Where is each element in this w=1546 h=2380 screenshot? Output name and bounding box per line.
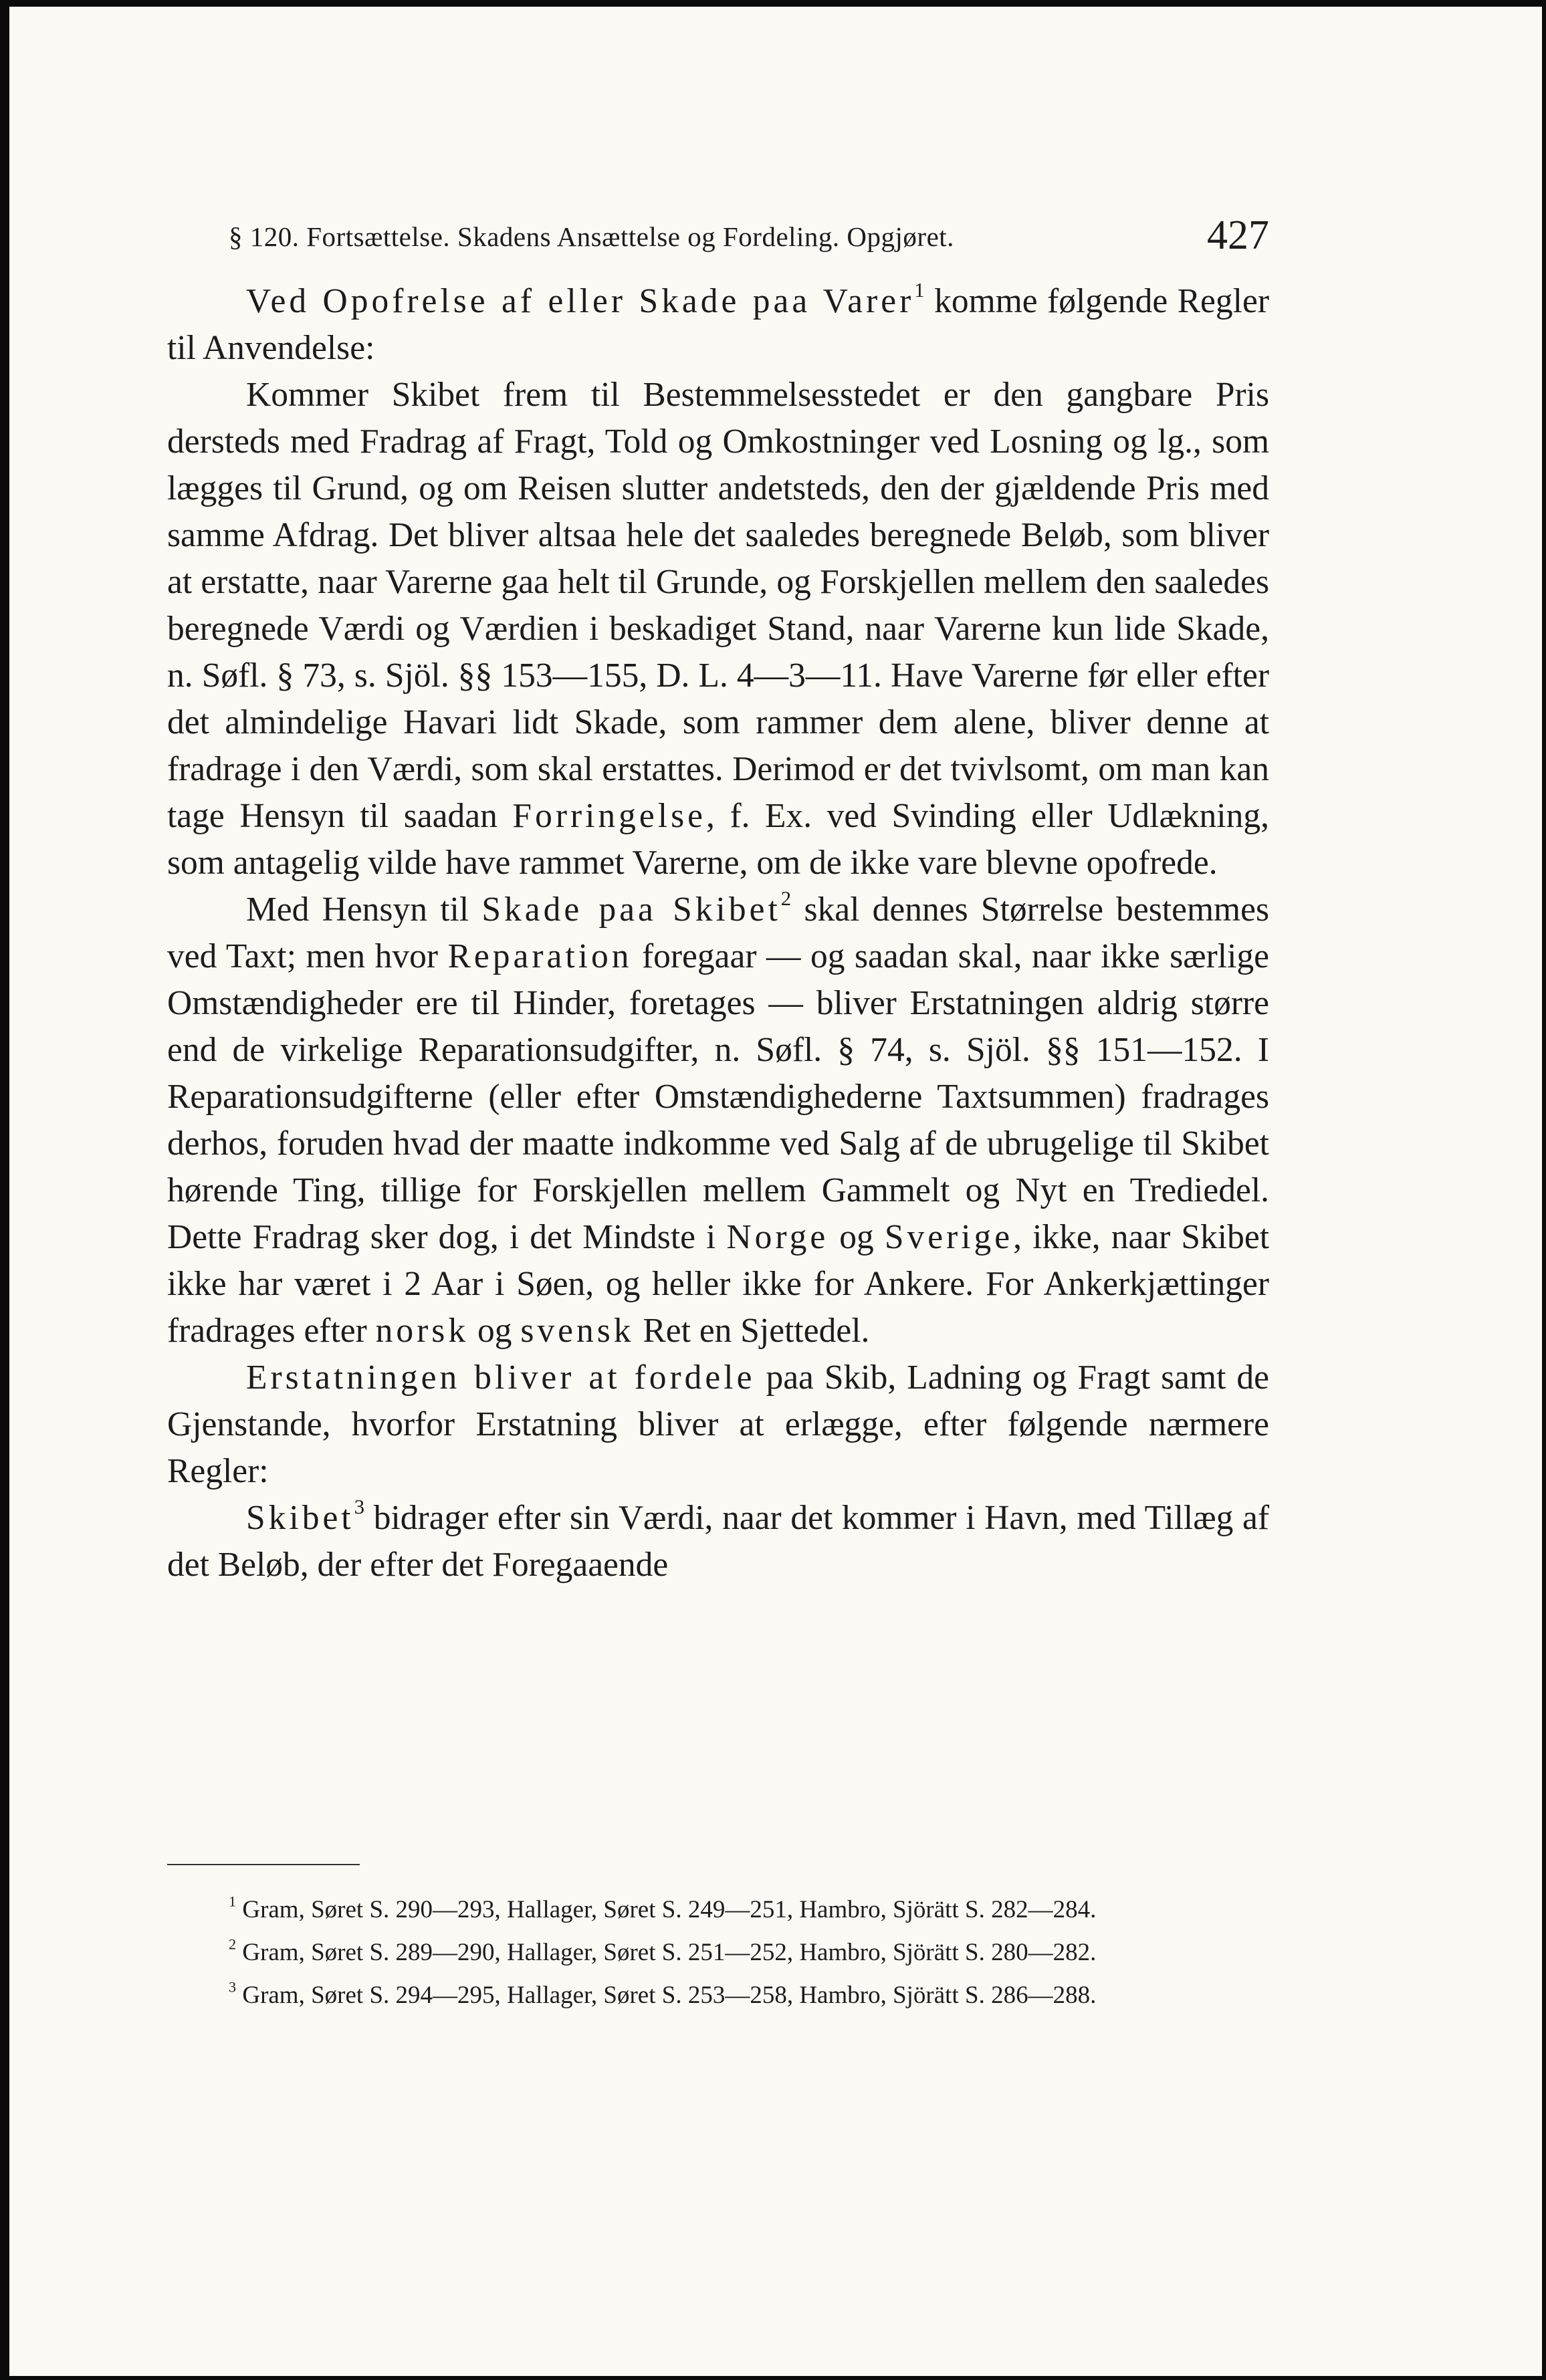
spaced-emphasis: Norge — [726, 1218, 829, 1256]
paragraph-text: bidrager efter sin Værdi, naar det kommer i Havn, med Tillæg af det Beløb, der efter det Foregaaende — [167, 1499, 1269, 1584]
paragraph-text: , ikke, naar Skibet ikke har været i 2 Aar i Søen, og heller ikke for Ankere. For Ankerkjættinger fradrages efter — [167, 1218, 1270, 1350]
footnote — [167, 1933, 1269, 1972]
spaced-emphasis: Skibet — [246, 1499, 354, 1537]
footnote-divider — [167, 1864, 360, 1865]
paragraph-5 — [167, 1495, 1269, 1588]
footnote-ref: 3 — [354, 1494, 365, 1518]
footnote-text: Gram, Søret S. 289—290, Hallager, Søret S. 251—252, Hambro, Sjörätt S. 280—282. — [236, 1939, 1097, 1966]
footnote-text: Gram, Søret S. 294—295, Hallager, Søret S. 253—258, Hambro, Sjörätt S. 286—288. — [236, 1982, 1097, 2009]
running-header-title: § 120. Fortsættelse. Skadens Ansættelse og Fordeling. Opgjøret. — [229, 221, 954, 252]
body-text — [167, 278, 1269, 1588]
spaced-emphasis: svensk — [520, 1312, 635, 1350]
footnote-number: 2 — [229, 1935, 237, 1953]
spaced-emphasis: norsk — [375, 1312, 469, 1350]
paragraph-3 — [167, 886, 1269, 1354]
spaced-emphasis: Sverige — [884, 1218, 1014, 1256]
footnote — [167, 1891, 1269, 1929]
spaced-emphasis: Reparation — [447, 937, 633, 975]
footnote — [167, 1976, 1269, 2015]
paragraph-text: Med Hensyn til — [246, 890, 482, 929]
footnotes — [167, 1891, 1269, 2019]
footnote-text: Gram, Søret S. 290—293, Hallager, Søret S. 249—251, Hambro, Sjörätt S. 282—284. — [236, 1896, 1097, 1923]
paragraph-text: Kommer Skibet frem til Bestemmelsesstedet er den gangbare Pris dersteds med Fradrag af Fragt, Told og Omkostninger ved Losning og lg., som lægges til Grund, og om Reisen slutter andetsteds, den der gjældende Pris med samme Afdrag. Det bliver altsaa hele det saaledes beregnede Beløb, som bliver at erstatte, naar Varerne gaa helt til Grunde, og Forskjellen mellem den saaledes beregnede Værdi og Værdien i beskadiget Stand, naar Varerne kun lide Skade, n. Søfl. § 73, s. Sjöl. §§ 153—155, D. L. 4—3—11. Have Varerne før eller efter det almindelige Havari lidt Skade, som rammer dem alene, bliver denne at fradrage i den Værdi, som skal erstattes. Derimod er det tvivlsomt, om man kan tage Hensyn til saadan — [167, 376, 1269, 835]
paragraph-text: , f. Ex. ved Svinding eller Udlækning, som antagelig vilde have rammet Varerne, om de ikke vare blevne opofrede. — [167, 797, 1269, 882]
spaced-emphasis: Forringelse — [512, 797, 706, 835]
paragraph-text: og — [469, 1312, 521, 1350]
paragraph-text: og — [829, 1218, 885, 1256]
book-page — [9, 7, 1542, 2376]
paragraph-text: skal dennes Størrelse bestemmes ved Taxt; men hvor — [167, 890, 1269, 975]
page-number: 427 — [1207, 213, 1269, 258]
paragraph-text: komme følgende Regler til Anvendelse: — [167, 282, 1269, 367]
running-header — [167, 202, 1269, 262]
spaced-emphasis: Erstatningen bliver at fordele — [246, 1358, 756, 1397]
paragraph-4 — [167, 1354, 1269, 1495]
paragraph-text: paa Skib, Ladning og Fragt samt de Gjenstande, hvorfor Erstatning bliver at erlægge, efter følgende nærmere Regler: — [167, 1358, 1269, 1490]
footnote-ref: 2 — [780, 886, 792, 910]
footnote-number: 1 — [229, 1893, 237, 1910]
paragraph-1 — [167, 278, 1269, 372]
paragraph-2 — [167, 372, 1269, 886]
paragraph-text: foregaar — og saadan skal, naar ikke særlige Omstændigheder ere til Hinder, foretages — bliver Erstatningen aldrig større end de virkelige Reparationsudgifter, n. Søfl. § 74, s. Sjöl. §§ 151—152. I Reparationsudgifterne (eller efter Omstændighederne Taxtsummen) fradrages derhos, foruden hvad der maatte indkomme ved Salg af de ubrugelige til Skibet hørende Ting, tillige for Forskjellen mellem Gammelt og Nyt en Trediedel. Dette Fradrag sker dog, i det Mindste i — [167, 937, 1269, 1256]
footnote-number: 3 — [229, 1978, 237, 1996]
paragraph-text: Ret en Sjettedel. — [634, 1312, 870, 1350]
footnote-ref: 1 — [914, 277, 925, 302]
spaced-emphasis: Skade paa Skibet — [481, 890, 781, 929]
spaced-emphasis: Ved Opofrelse af eller Skade paa Varer — [246, 282, 915, 320]
